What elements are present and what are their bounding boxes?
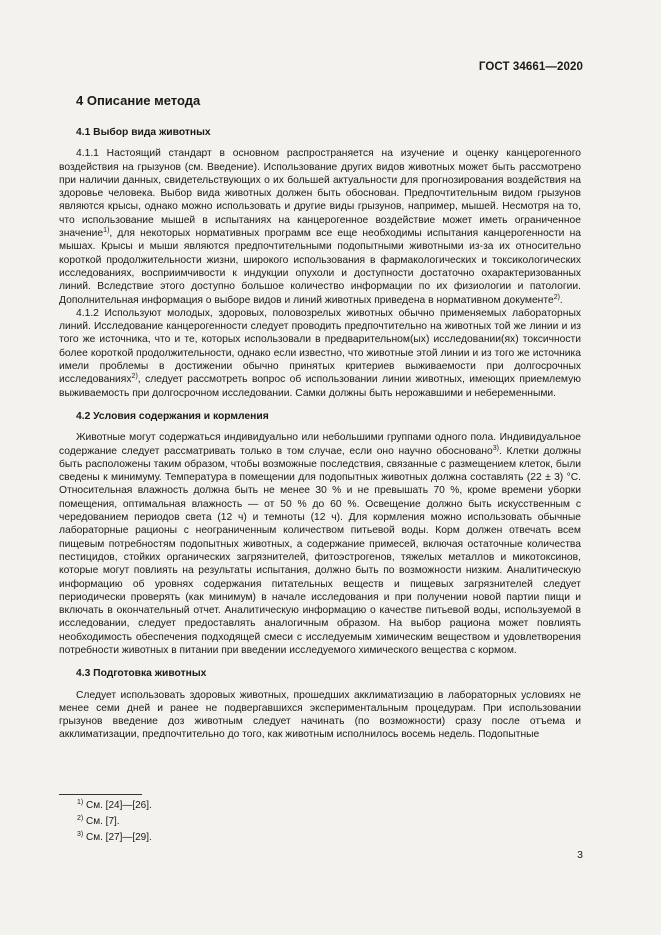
footnote-ref: 1)	[103, 227, 110, 235]
document-body	[59, 126, 581, 742]
subsection-title-4-2: 4.2 Условия содержания и кормления	[76, 410, 269, 422]
paragraph-4-1-2	[59, 307, 581, 400]
paragraph-text: .	[559, 294, 563, 306]
subsection-title-4-3: 4.3 Подготовка животных	[76, 668, 207, 680]
footnote-2	[77, 814, 152, 830]
paragraph-text: Животные могут содержаться индивидуально или небольшими группами одного пола. Индивидуальное содержание следует рассматривать только в том случае, если оно научно обосновано	[59, 432, 581, 457]
footnote-3	[77, 830, 152, 846]
footnote-mark: 1)	[77, 799, 84, 806]
footnotes	[77, 798, 152, 846]
footnote-ref: 3)	[492, 444, 499, 452]
paragraph-text: 4.1.2 Используют молодых, здоровых, половозрелых животных обычно применяемых лабораторных линий. Исследование канцерогенности следует проводить предпочтительно на животных той же линии и из того же источника, что и те, которых использовали в предварительном(ых) исследовании(ях) токсичности более короткой продолжительности, однако если известно, что животные этой линии и из того же источника имели проблемы в достижении обычно принятых критериев выживаемости при долгосрочных исследованиях	[59, 307, 581, 386]
paragraph-text: , следует рассмотреть вопрос об использовании линии животных, имеющих приемлемую выживаемость при долгосрочном исследовании. Самки должны быть нерожавшими и небеременными.	[59, 374, 581, 399]
paragraph-text: , для некоторых нормативных программ все еще необходимы испытания канцерогенности на мышах. Крысы и мыши являются предпочтительными подопытными животными из-за их относительно короткой продолжительности жизни, широкого использования в фармакологических и токсикологических исследованиях, восприимчивости к индукции опухоли и доступности достаточно охарактеризованных линий. Вследствие этого доступно большое количество информации по их физиологии и патологии. Дополнительная информация о выборе видов и линий животных приведена в нормативном документе	[59, 228, 581, 306]
footnote-divider	[59, 794, 142, 795]
paragraph-4-1-1	[59, 147, 581, 307]
footnote-mark: 2)	[77, 815, 84, 822]
footnote-ref: 2)	[553, 293, 560, 301]
footnote-text: См. [7].	[83, 816, 120, 827]
section-title: 4 Описание метода	[76, 93, 201, 108]
paragraph-4-3: Следует использовать здоровых животных, прошедших акклиматизацию в лабораторных условиях не менее семи дней и ранее не подвергавшихся экспериментальным процедурам. При использовании грызунов введение доз животным следует начинать (по возможности) сразу после отъема и акклиматизации, предпочтительно до того, как животным исполнилось восемь недель. Подопытные	[59, 689, 581, 741]
paragraph-text: 4.1.1 Настоящий стандарт в основном распространяется на изучение и оценку канцерогенного воздействия на грызунов (см. Введение). Использование других видов животных может быть рассмотрено при наличии данных, свидетельствующих о их большей актуальности для прогнозирования воздействия на здоровье человека. Выбор вида животных должен быть обоснован. Предпочтительным видом грызунов являются крысы, однако можно использовать и другие виды грызунов, например, мышей. Несмотря на то, что использование мышей в испытаниях на канцерогенное воздействие может иметь ограниченное значение	[59, 148, 581, 240]
footnote-mark: 3)	[77, 831, 84, 838]
subsection-title-4-1: 4.1 Выбор вида животных	[76, 127, 211, 138]
paragraph-text: . Клетки должны быть расположены таким образом, чтобы возможные последствия, связанные с размещением клеток, были сведены к минимуму. Температура в помещении для подопытных животных должна составлять (22 ± 3) °С. Относительная влажность должна быть не менее 30 % и не превышать 70 %, кроме времени уборки помещения, оптимальная влажность — от 50 % до 60 %. Освещение должно быть искусственным с чередованием периодов света (12 ч) и темноты (12 ч). Для кормления можно использовать обычные лабораторные рационы с неограниченным количеством питьевой воды. Корм должен отвечать всем пищевым потребностям подопытных животных, а содержание примесей, включая остаточные количества пестицидов, стойких органических загрязнителей, фитоэстрогенов, тяжелых металлов и микотоксинов, которые могут повлиять на результаты испытания, должно быть по возможности низким. Аналитическую информацию об уровнях содержания питательных веществ и пищевых загрязнителей следует периодически проверять (как минимум) в начале исследования и при получении новой партии пищи и включать в окончательный отчет. Аналитическую информацию о качестве питьевой воды, используемой в исследовании, следует предоставлять аналогичным образом. На выбор рациона может повлиять необходимость обеспечения подходящей смеси с исследуемым химическим веществом и удовлетворения потребности животных в питании при введении исследуемого химического вещества с кормом.	[59, 445, 581, 656]
footnote-text: См. [24]—[26].	[83, 800, 152, 811]
footnote-text: См. [27]—[29].	[83, 832, 152, 843]
footnote-1	[77, 798, 152, 814]
document-code: ГОСТ 34661—2020	[478, 61, 583, 73]
paragraph-4-2	[59, 431, 581, 657]
page-number: 3	[577, 849, 583, 861]
footnote-ref: 2)	[131, 373, 138, 381]
